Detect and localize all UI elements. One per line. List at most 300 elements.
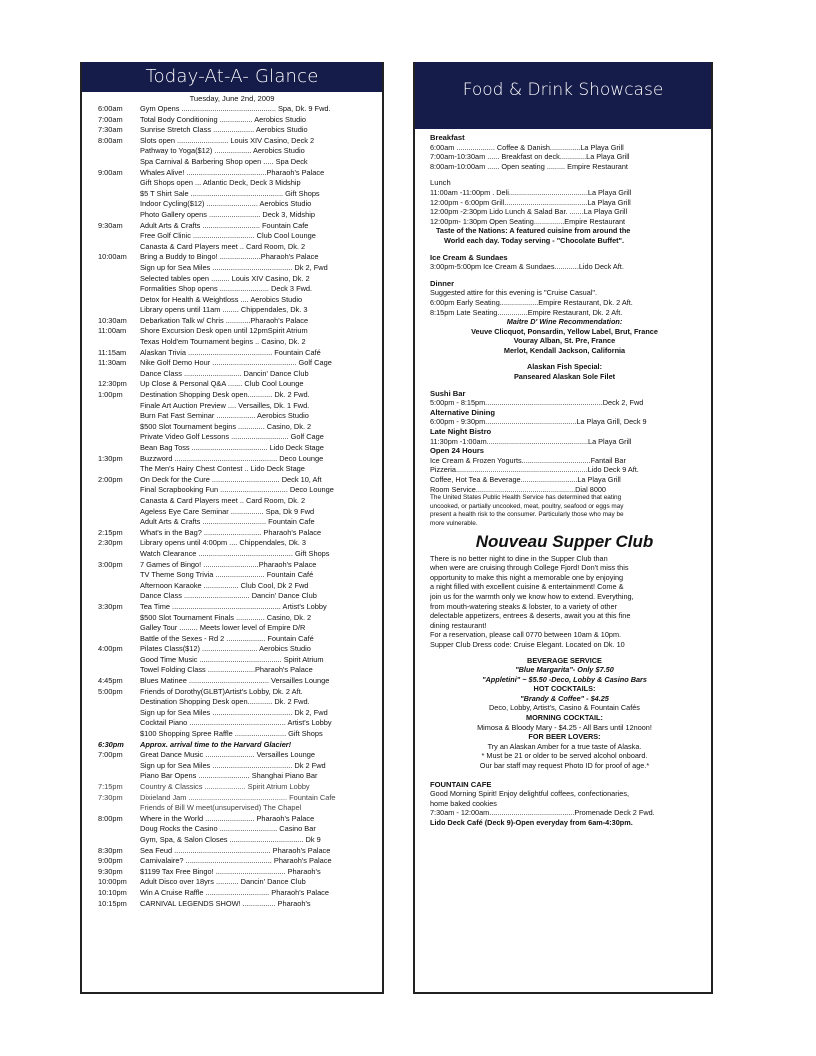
schedule-activity: Library opens until 11am ........ Chippendales, Dk. 3 (140, 305, 308, 315)
schedule-row (86, 485, 378, 496)
schedule-time (86, 464, 140, 475)
schedule-time (86, 422, 140, 433)
schedule-activity: Galley Tour ......... Meets lower level of Empire D/R (140, 623, 306, 633)
schedule-row (86, 252, 378, 263)
taste-of-nations-note: Taste of the Nations: A featured cuisine from around the (436, 226, 631, 236)
schedule-row (86, 146, 378, 157)
schedule-activity: Debarkation Talk w/ Chris ............Pharaoh's Palace (140, 315, 309, 325)
schedule-activity: Dixieland Jam ................................................ Fountain Cafe (140, 792, 336, 802)
schedule-time (86, 708, 140, 719)
bistro-line: 11:30pm -1:00am..................................................La Playa Grill (430, 436, 632, 446)
schedule-activity: $100 Shopping Spree Raffle ......................... Gift Shops (140, 729, 323, 739)
schedule-time (86, 210, 140, 221)
schedule-row (86, 443, 378, 454)
schedule-activity: Texas Hold'em Tournament begins .. Casino, Dk. 2 (140, 337, 306, 347)
schedule-activity: Alaskan Trivia ......................................... Fountain Café (140, 347, 321, 357)
schedule-activity: Total Body Conditioning ................ Aerobics Studio (140, 114, 306, 124)
schedule-time: 2:30pm (98, 538, 123, 548)
schedule-activity: Good Time Music ........................................ Spirit Atrium (140, 654, 324, 664)
schedule-activity: Photo Gallery opens ......................... Deck 3, Midship (140, 209, 315, 219)
open-24-line: Ice Cream & Frozen Yogurts..................................Fantail Bar (430, 455, 626, 465)
supper-club-text: a night filled with excellent cuisine & entertainment! Come & (430, 582, 624, 592)
schedule-row (86, 274, 378, 285)
schedule-row (86, 475, 378, 486)
schedule-row (86, 337, 378, 348)
supper-club-text: dining restaurant! (430, 620, 487, 630)
schedule-row (86, 263, 378, 274)
schedule-activity: Library opens until 4:00pm .... Chippendales, Dk. 3 (140, 538, 306, 548)
schedule-row (86, 708, 378, 719)
schedule-time (86, 369, 140, 380)
fountain-cafe-line: home baked cookies (430, 798, 497, 808)
schedule-time (86, 835, 140, 846)
schedule-activity: Gift Shops open ... Atlantic Deck, Deck 3 Midship (140, 178, 301, 188)
schedule-activity: 7 Games of Bingo! ...........................Pharaoh's Palace (140, 559, 317, 569)
schedule-time: 9:00pm (98, 856, 123, 866)
schedule-time (86, 189, 140, 200)
schedule-row (86, 888, 378, 899)
schedule-activity: Canasta & Card Players meet .. Card Room, Dk. 2 (140, 495, 306, 505)
schedule-row (86, 665, 378, 676)
open-24-line: Room Service.................................................Dial 8000 (430, 484, 606, 494)
alcohol-notice: * Must be 21 or older to be served alcohol onboard. (481, 751, 648, 761)
schedule-time: 2:15pm (98, 527, 123, 537)
schedule-activity: Where in the World ........................ Pharaoh's Palace (140, 813, 315, 823)
lunch-line: 12:00pm- 1:30pm Open Seating...............Empire Restaurant (430, 216, 626, 226)
schedule-row (86, 687, 378, 698)
schedule-time (86, 771, 140, 782)
schedule-time (86, 157, 140, 168)
supper-club-text: Supper Club Dress code: Cruise Elegant. Located on Dk. 10 (430, 639, 625, 649)
supper-club-text: There is no better night to dine in the Supper Club than (430, 553, 608, 563)
schedule-row (86, 242, 378, 253)
schedule-activity: Destination Shopping Desk open............ Dk. 2 Fwd. (140, 697, 310, 707)
schedule-activity: Nike Golf Demo Hour ......................................... Golf Cage (140, 358, 332, 368)
lunch-heading: Lunch (430, 178, 451, 188)
schedule-time (86, 761, 140, 772)
supper-club-text: For a reservation, please call 0770 between 10am & 10pm. (430, 630, 622, 640)
schedule-row (86, 115, 378, 126)
beverage-service-heading: BEVERAGE SERVICE (527, 655, 602, 665)
schedule-row (86, 379, 378, 390)
beverage-item: Mimosa & Bloody Mary - $4.25 - All Bars until 12noon! (477, 722, 652, 732)
schedule-time (86, 729, 140, 740)
schedule-time (86, 401, 140, 412)
schedule-time (86, 146, 140, 157)
schedule-list (82, 104, 382, 909)
sushi-line: 5:00pm - 8:15pm..........................................................Deck 2, Fwd (430, 398, 644, 408)
schedule-time: 8:00pm (98, 813, 123, 823)
schedule-row (86, 358, 378, 369)
schedule-time: 8:00am (98, 135, 123, 145)
schedule-time: 6:30pm (98, 739, 124, 749)
schedule-row (86, 411, 378, 422)
schedule-activity: Towel Folding Class .......................Pharaoh's Palace (140, 665, 313, 675)
schedule-row (86, 761, 378, 772)
bistro-heading: Late Night Bistro (430, 427, 492, 437)
schedule-row (86, 231, 378, 242)
schedule-activity: Spa Carnival & Barbering Shop open ..... Spa Deck (140, 156, 308, 166)
schedule-row (86, 856, 378, 867)
schedule-activity: Great Dance Music ........................ Versailles Lounge (140, 750, 315, 760)
supper-club-text: when were are cruising through College Fjord! Don't miss this (430, 563, 629, 573)
schedule-time (86, 231, 140, 242)
sushi-heading: Sushi Bar (430, 388, 466, 398)
schedule-row (86, 210, 378, 221)
schedule-activity: Free Golf Clinic .............................. Club Cool Lounge (140, 231, 316, 241)
schedule-row (86, 591, 378, 602)
schedule-time: 7:30am (98, 125, 123, 135)
health-notice-line: The United States Public Health Service has determined that eating (430, 494, 622, 502)
schedule-activity: Pathway to Yoga($12) .................. Aerobics Studio (140, 146, 305, 156)
schedule-activity: Buzzword .................................................. Deco Lounge (140, 453, 324, 463)
fountain-cafe-line: Good Morning Spirit! Enjoy delightful coffees, confectionaries, (430, 789, 630, 799)
schedule-activity: Canasta & Card Players meet .. Card Room, Dk. 2 (140, 241, 306, 251)
schedule-time (86, 591, 140, 602)
schedule-row (86, 581, 378, 592)
schedule-row (86, 464, 378, 475)
schedule-row (86, 718, 378, 729)
schedule-time (86, 432, 140, 443)
health-notice-line: uncooked, or partially uncooked, meat, poultry, seafood or eggs may (430, 502, 624, 510)
schedule-activity: Selected tables open ......... Louis XIV Casino, Dk. 2 (140, 273, 310, 283)
schedule-row (86, 750, 378, 761)
schedule-activity: Friends of Dorothy(GLBT)Artist's Lobby, Dk. 2 Aft. (140, 686, 303, 696)
schedule-activity: Carnivalaire? .......................................... Pharaoh's Palace (140, 856, 332, 866)
hot-cocktails-heading: HOT COCKTAILS: (533, 684, 596, 694)
schedule-activity: Bring a Buddy to Bingo! ....................Pharaoh's Palace (140, 252, 319, 262)
ice-cream-heading: Ice Cream & Sundaes (430, 252, 508, 262)
schedule-activity: Approx. arrival time to the Harvard Glacier! (140, 739, 292, 749)
schedule-time: 9:30am (98, 220, 123, 230)
schedule-row (86, 729, 378, 740)
schedule-time: 10:15pm (98, 898, 127, 908)
schedule-row (86, 401, 378, 412)
schedule-activity: Country & Classics .................... Spirit Atrium Lobby (140, 782, 310, 791)
schedule-time (86, 803, 140, 814)
schedule-activity: Gym Opens .............................................. Spa, Dk. 9 Fwd. (140, 104, 331, 113)
schedule-time (86, 613, 140, 624)
schedule-time: 4:00pm (98, 644, 123, 654)
schedule-activity: Tea Time ..................................................... Artist's Lobby (140, 601, 327, 611)
beverage-item: "Brandy & Coffee" - $4.25 (520, 693, 609, 703)
schedule-row (86, 771, 378, 782)
schedule-row (86, 782, 378, 793)
schedule-row (86, 793, 378, 804)
schedule-time (86, 549, 140, 560)
supper-club-title: Nouveau Supper Club (475, 531, 654, 551)
schedule-activity: Pilates Class($12) ........................... Aerobics Studio (140, 644, 311, 654)
schedule-row (86, 189, 378, 200)
schedule-time (86, 242, 140, 253)
schedule-time (86, 718, 140, 729)
health-notice-line: present a health risk to the consumer. Particularly those who may be (430, 511, 624, 519)
schedule-row (86, 422, 378, 433)
schedule-row (86, 644, 378, 655)
schedule-time (86, 570, 140, 581)
schedule-activity: Burn Fat Fast Seminar ................... Aerobics Studio (140, 411, 309, 421)
schedule-time: 10:00am (98, 252, 127, 262)
schedule-time (86, 517, 140, 528)
schedule-activity: Dance Class ............................ Dancin' Dance Club (140, 368, 309, 378)
breakfast-line: 7:00am-10:30am ...... Breakfast on deck.............La Playa Grill (430, 152, 630, 162)
schedule-row (86, 295, 378, 306)
schedule-row (86, 835, 378, 846)
schedule-activity: Sunrise Stretch Class .................... Aerobics Studio (140, 125, 308, 135)
fountain-cafe-line: 7:30am - 12:00am..........................................Promenade Deck 2 Fwd. (430, 808, 655, 818)
schedule-time (86, 655, 140, 666)
open-24-heading: Open 24 Hours (430, 446, 485, 456)
breakfast-heading: Breakfast (430, 133, 465, 142)
dinner-seating: 6:00pm Early Seating...................Empire Restaurant, Dk. 2 Aft. (430, 297, 633, 307)
today-at-a-glance-panel (80, 62, 384, 994)
schedule-time (86, 411, 140, 422)
health-notice-line: more vulnerable. (430, 519, 478, 527)
schedule-activity: Final Scrapbooking Fun ................................. Deco Lounge (140, 485, 334, 495)
supper-club-text: from mouth-watering steaks & lobster, to a variety of other (430, 601, 617, 611)
schedule-activity: Up Close & Personal Q&A ....... Club Cool Lounge (140, 379, 304, 389)
left-panel-title: Today-At-A- Glance (82, 62, 382, 92)
schedule-row (86, 104, 378, 115)
schedule-row (86, 824, 378, 835)
breakfast-line: 6:00am ................... Coffee & Danish...............La Playa Grill (430, 142, 624, 152)
schedule-time (86, 697, 140, 708)
schedule-row (86, 538, 378, 549)
schedule-row (86, 157, 378, 168)
schedule-time (86, 337, 140, 348)
schedule-row (86, 390, 378, 401)
schedule-row (86, 221, 378, 232)
schedule-row (86, 549, 378, 560)
schedule-row (86, 623, 378, 634)
schedule-time (86, 305, 140, 316)
schedule-row (86, 348, 378, 359)
schedule-row (86, 125, 378, 136)
schedule-time: 7:00am (98, 114, 123, 124)
schedule-time (86, 199, 140, 210)
schedule-activity: Gym, Spa, & Salon Closes .................................... Dk 9 (140, 834, 321, 844)
schedule-activity: Win A Cruise Raffle ............................... Pharaoh's Palace (140, 887, 329, 897)
schedule-time (86, 295, 140, 306)
schedule-time: 7:30pm (98, 792, 123, 802)
schedule-activity: $500 Slot Tournament begins ............. Casino, Dk. 2 (140, 421, 312, 431)
schedule-time (86, 485, 140, 496)
schedule-time: 7:15pm (98, 782, 123, 791)
schedule-time (86, 824, 140, 835)
schedule-row (86, 432, 378, 443)
schedule-time: 3:00pm (98, 559, 123, 569)
schedule-time: 6:00am (98, 104, 123, 113)
schedule-row (86, 178, 378, 189)
schedule-activity: $1199 Tax Free Bingo! .................................. Pharaoh's (140, 866, 321, 876)
schedule-activity: On Deck for the Cure ................................. Deck 10, Aft (140, 474, 322, 484)
morning-cocktail-heading: MORNING COCKTAIL: (526, 713, 603, 723)
beverage-item: "Blue Margarita"- Only $7.50 (515, 665, 614, 675)
supper-club-text: opportunity to make this night a memorable one by enjoying (430, 572, 624, 582)
schedule-activity: Battle of the Sexes - Rd 2 ................... Fountain Café (140, 633, 314, 643)
schedule-row (86, 316, 378, 327)
schedule-row (86, 199, 378, 210)
schedule-activity: Whales Alive! .......................................Pharaoh's Palace (140, 167, 325, 177)
schedule-activity: Detox for Health & Weightloss .... Aerobics Studio (140, 294, 303, 304)
fountain-cafe-line: Lido Deck Café (Deck 9)-Open everyday from 6am-4:30pm. (430, 818, 633, 827)
schedule-activity: Sign up for Sea Miles ....................................... Dk 2 Fwd (140, 760, 326, 770)
schedule-time: 2:00pm (98, 474, 123, 484)
schedule-activity: Ageless Eye Care Seminar ................ Spa, Dk 9 Fwd (140, 506, 315, 516)
breakfast-line: 8:00am-10:00am ...... Open seating ......... Empire Restaurant (430, 161, 628, 171)
schedule-time (86, 507, 140, 518)
schedule-date: Tuesday, June 2nd, 2009 (189, 94, 275, 103)
fish-special-item: Panseared Alaskan Sole Filet (513, 372, 616, 382)
schedule-row (86, 570, 378, 581)
schedule-activity: Formalities Shop opens ........................ Deck 3 Fwd. (140, 284, 313, 294)
ice-cream-line: 3:00pm-5:00pm Ice Cream & Sundaes............Lido Deck Aft. (430, 262, 624, 272)
schedule-activity: Blues Matinee ....................................... Versailles Lounge (140, 676, 330, 686)
dinner-heading: Dinner (430, 278, 455, 288)
schedule-time: 11:00am (98, 326, 127, 336)
beverage-item: Try an Alaskan Amber for a true taste of Alaska. (487, 741, 642, 751)
schedule-activity: Adult Arts & Crafts ............................ Fountain Cafe (140, 220, 309, 230)
schedule-activity: Sea Feud ............................................... Pharaoh's Palace (140, 845, 331, 855)
schedule-activity: TV Theme Song Trivia ........................ Fountain Café (140, 570, 314, 580)
schedule-row (86, 867, 378, 878)
schedule-activity: Bean Bag Toss ..................................... Lido Deck Stage (140, 443, 324, 452)
schedule-row (86, 507, 378, 518)
schedule-row (86, 899, 378, 910)
supper-club-text: delectable appetizers, entrees & deserts, await you at this fine (430, 611, 631, 621)
beverage-item: "Appletini" ~ $5.50 -Deco, Lobby & Casino Bars (482, 674, 647, 684)
schedule-row (86, 136, 378, 147)
schedule-row (86, 496, 378, 507)
schedule-activity: Piano Bar Opens ......................... Shanghai Piano Bar (140, 771, 318, 781)
schedule-row (86, 560, 378, 571)
schedule-time (86, 178, 140, 189)
lunch-line: 11:00am -11:00pm . Deli.......................................La Playa Grill (430, 187, 632, 197)
schedule-time (86, 623, 140, 634)
schedule-row (86, 676, 378, 687)
schedule-activity: $500 Slot Tournament Finals .............. Casino, Dk. 2 (140, 612, 312, 622)
schedule-time: 1:00pm (98, 390, 123, 400)
schedule-row (86, 803, 378, 814)
schedule-activity: $5 T Shirt Sale ............................................. Gift Shops (140, 188, 320, 198)
schedule-activity: Cocktail Piano ............................................... Artist's Lobby (140, 718, 332, 728)
schedule-row (86, 634, 378, 645)
wine-item: Veuve Clicquot, Ponsardin, Yellow Label, Brut, France (471, 326, 658, 336)
schedule-time (86, 443, 140, 454)
schedule-time: 12:30pm (98, 379, 127, 389)
schedule-time: 3:30pm (98, 601, 123, 611)
schedule-time: 7:00pm (98, 750, 123, 760)
schedule-time: 11:15am (98, 347, 127, 357)
alt-dining-line: 6:00pm - 9:30pm.............................................La Playa Grill, Deck 9 (430, 417, 647, 427)
schedule-row (86, 697, 378, 708)
schedule-row (86, 168, 378, 179)
schedule-row (86, 517, 378, 528)
schedule-activity: CARNIVAL LEGENDS SHOW! ................ Pharaoh's (140, 898, 311, 908)
schedule-activity: Destination Shopping Desk open............ Dk. 2 Fwd. (140, 390, 310, 400)
fountain-cafe-heading: FOUNTAIN CAFE (430, 779, 492, 789)
schedule-row (86, 877, 378, 888)
schedule-activity: Friends of Bill W meet(unsupervised) The Chapel (140, 803, 302, 813)
wine-recommendation-heading: Maitre D' Wine Recommendation: (506, 317, 623, 327)
dinner-seating: 8:15pm Late Seating...............Empire Restaurant, Dk. 2 Aft. (430, 307, 623, 317)
schedule-row (86, 284, 378, 295)
right-panel-title: Food & Drink Showcase (415, 62, 711, 129)
schedule-row (86, 369, 378, 380)
alcohol-notice: Our bar staff may request Photo ID for proof of age.* (479, 761, 650, 771)
schedule-time: 10:30am (98, 315, 127, 325)
food-drink-content (415, 129, 711, 828)
schedule-row (86, 305, 378, 316)
dinner-attire: Suggested attire for this evening is "Cruise Casual". (430, 288, 598, 298)
food-drink-showcase-panel (413, 62, 713, 994)
alt-dining-heading: Alternative Dining (430, 407, 495, 417)
schedule-time: 1:30pm (98, 453, 123, 463)
schedule-row (86, 655, 378, 666)
schedule-activity: Finale Art Auction Preview .... Versailles, Dk. 1 Fwd. (140, 400, 310, 410)
schedule-activity: Adult Arts & Crafts ............................... Fountain Cafe (140, 517, 315, 527)
schedule-row (86, 454, 378, 465)
schedule-time: 8:30pm (98, 845, 123, 855)
open-24-line: Coffee, Hot Tea & Beverage............................La Playa Grill (430, 475, 621, 484)
open-24-line: Pizzeria.................................................................Lido Deck 9 Aft. (430, 465, 639, 475)
schedule-activity: Slots open ......................... Louis XIV Casino, Deck 2 (140, 135, 315, 145)
schedule-activity: The Men's Hairy Chest Contest .. Lido Deck Stage (140, 464, 305, 474)
fish-special-heading: Alaskan Fish Special: (526, 362, 603, 372)
schedule-row (86, 602, 378, 613)
schedule-time (86, 263, 140, 274)
schedule-activity: Watch Clearance .............................................. Gift Shops (140, 548, 330, 558)
wine-item: Merlot, Kendall Jackson, California (503, 345, 626, 355)
schedule-row (86, 326, 378, 337)
lunch-line: 12:00pm -2:30pm Lido Lunch & Salad Bar. .......La Playa Grill (430, 207, 628, 217)
schedule-time: 10:00pm (98, 877, 127, 887)
schedule-activity: Doug Rocks the Casino ............................ Casino Bar (140, 824, 316, 834)
schedule-activity: Indoor Cycling($12) ......................... Aerobics Studio (140, 199, 312, 209)
schedule-activity: Sign up for Sea Miles ....................................... Dk 2, Fwd (140, 707, 328, 717)
schedule-activity: What's in the Bag? ............................ Pharaoh's Palace (140, 527, 322, 537)
wine-item: Vouray Alban, St. Pre, France (513, 336, 616, 346)
schedule-time (86, 581, 140, 592)
schedule-activity: Dance Class ................................ Dancin' Dance Club (140, 591, 317, 601)
beverage-item: Deco, Lobby, Artist's, Casino & Fountain Cafés (489, 703, 640, 713)
schedule-row (86, 740, 378, 751)
schedule-row (86, 814, 378, 825)
schedule-time: 5:00pm (98, 686, 123, 696)
schedule-row (86, 846, 378, 857)
supper-club-text: join us for the warmth only we know how to extend. Everything, (430, 591, 634, 601)
schedule-time (86, 284, 140, 295)
taste-of-nations-note: World each day. Today serving - "Chocolate Buffet". (444, 235, 625, 245)
schedule-time: 9:00am (98, 167, 123, 177)
beer-lovers-heading: FOR BEER LOVERS: (528, 732, 601, 742)
schedule-time (86, 274, 140, 285)
schedule-time (86, 496, 140, 507)
schedule-time: 10:10pm (98, 887, 127, 897)
schedule-row (86, 528, 378, 539)
schedule-time: 11:30am (98, 358, 127, 368)
schedule-time: 4:45pm (98, 676, 123, 686)
schedule-activity: Shore Excursion Desk open until 12pmSpirit Atrium (140, 326, 308, 336)
lunch-line: 12:00pm - 6:00pm Grill.........................................La Playa Grill (430, 197, 631, 207)
schedule-activity: Sign up for Sea Miles ....................................... Dk 2, Fwd (140, 262, 328, 272)
schedule-activity: Private Video Golf Lessons ............................ Golf Cage (140, 432, 324, 442)
schedule-time: 9:30pm (98, 866, 123, 876)
schedule-activity: Afternoon Karaoke ................. Club Cool, Dk 2 Fwd (140, 580, 309, 590)
schedule-row (86, 613, 378, 624)
schedule-time (86, 634, 140, 645)
schedule-time (86, 665, 140, 676)
